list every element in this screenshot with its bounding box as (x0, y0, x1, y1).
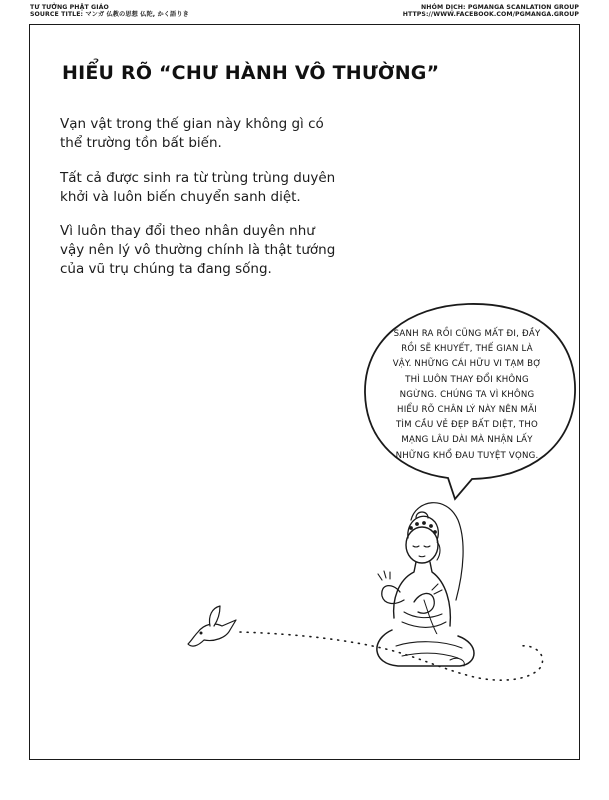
bubble-line: RỒI SẼ KHUYẾT, THẾ GIAN LÀ (401, 344, 533, 355)
bubble-line: THÌ LUÔN THAY ĐỔI KHÔNG (405, 374, 529, 385)
bubble-line: NGỪNG. CHÚNG TA VÌ KHÔNG (399, 389, 535, 400)
paragraph-line: vậy nên lý vô thường chính là thật tướng (60, 242, 336, 258)
series-label: TƯ TƯỞNG PHẬT GIÁO (30, 4, 109, 11)
translator-group: NHÓM DỊCH: PGMANGA SCANLATION GROUP (421, 4, 579, 11)
paragraph-line: của vũ trụ chúng ta đang sống. (60, 261, 272, 277)
paragraph-line: Vạn vật trong thế gian này không gì có (60, 116, 324, 132)
bubble-line: MẠNG LÂU DÀI MÀ NHẬN LẤY (401, 435, 533, 446)
bubble-line: NHỮNG KHỔ ĐAU TUYỆT VỌNG. (395, 450, 539, 461)
meditating-buddha-icon (377, 503, 474, 666)
bird-icon (188, 606, 236, 646)
paragraph-line: khởi và luôn biến chuyển sanh diệt. (60, 189, 301, 205)
facebook-link: HTTPS://WWW.FACEBOOK.COM/PGMANGA.GROUP (402, 11, 579, 19)
speech-bubble-text (377, 327, 557, 464)
bubble-line: HIỂU RÕ CHÂN LÝ NÀY NÊN MÃI (397, 405, 537, 416)
bubble-line: VẬY. NHỮNG CÁI HỮU VI TẠM BỢ (392, 359, 542, 370)
paragraph-line: thể trường tồn bất biến. (60, 135, 222, 151)
paragraph-line: Tất cả được sinh ra từ trùng trùng duyên (60, 170, 336, 186)
bubble-line: TÌM CẦU VẺ ĐẸP BẤT DIỆT, THO (395, 420, 538, 431)
source-title: SOURCE TITLE: マンガ 仏教の思想 仏陀, かく語りき (30, 11, 189, 19)
bubble-line: SANH RA RỒI CŨNG MẤT ĐI, ĐẦY (393, 329, 541, 339)
page-title: HIỂU RÕ “CHƯ HÀNH VÔ THƯỜNG” (62, 62, 440, 84)
paragraph-line: Vì luôn thay đổi theo nhân duyên như (60, 223, 315, 239)
